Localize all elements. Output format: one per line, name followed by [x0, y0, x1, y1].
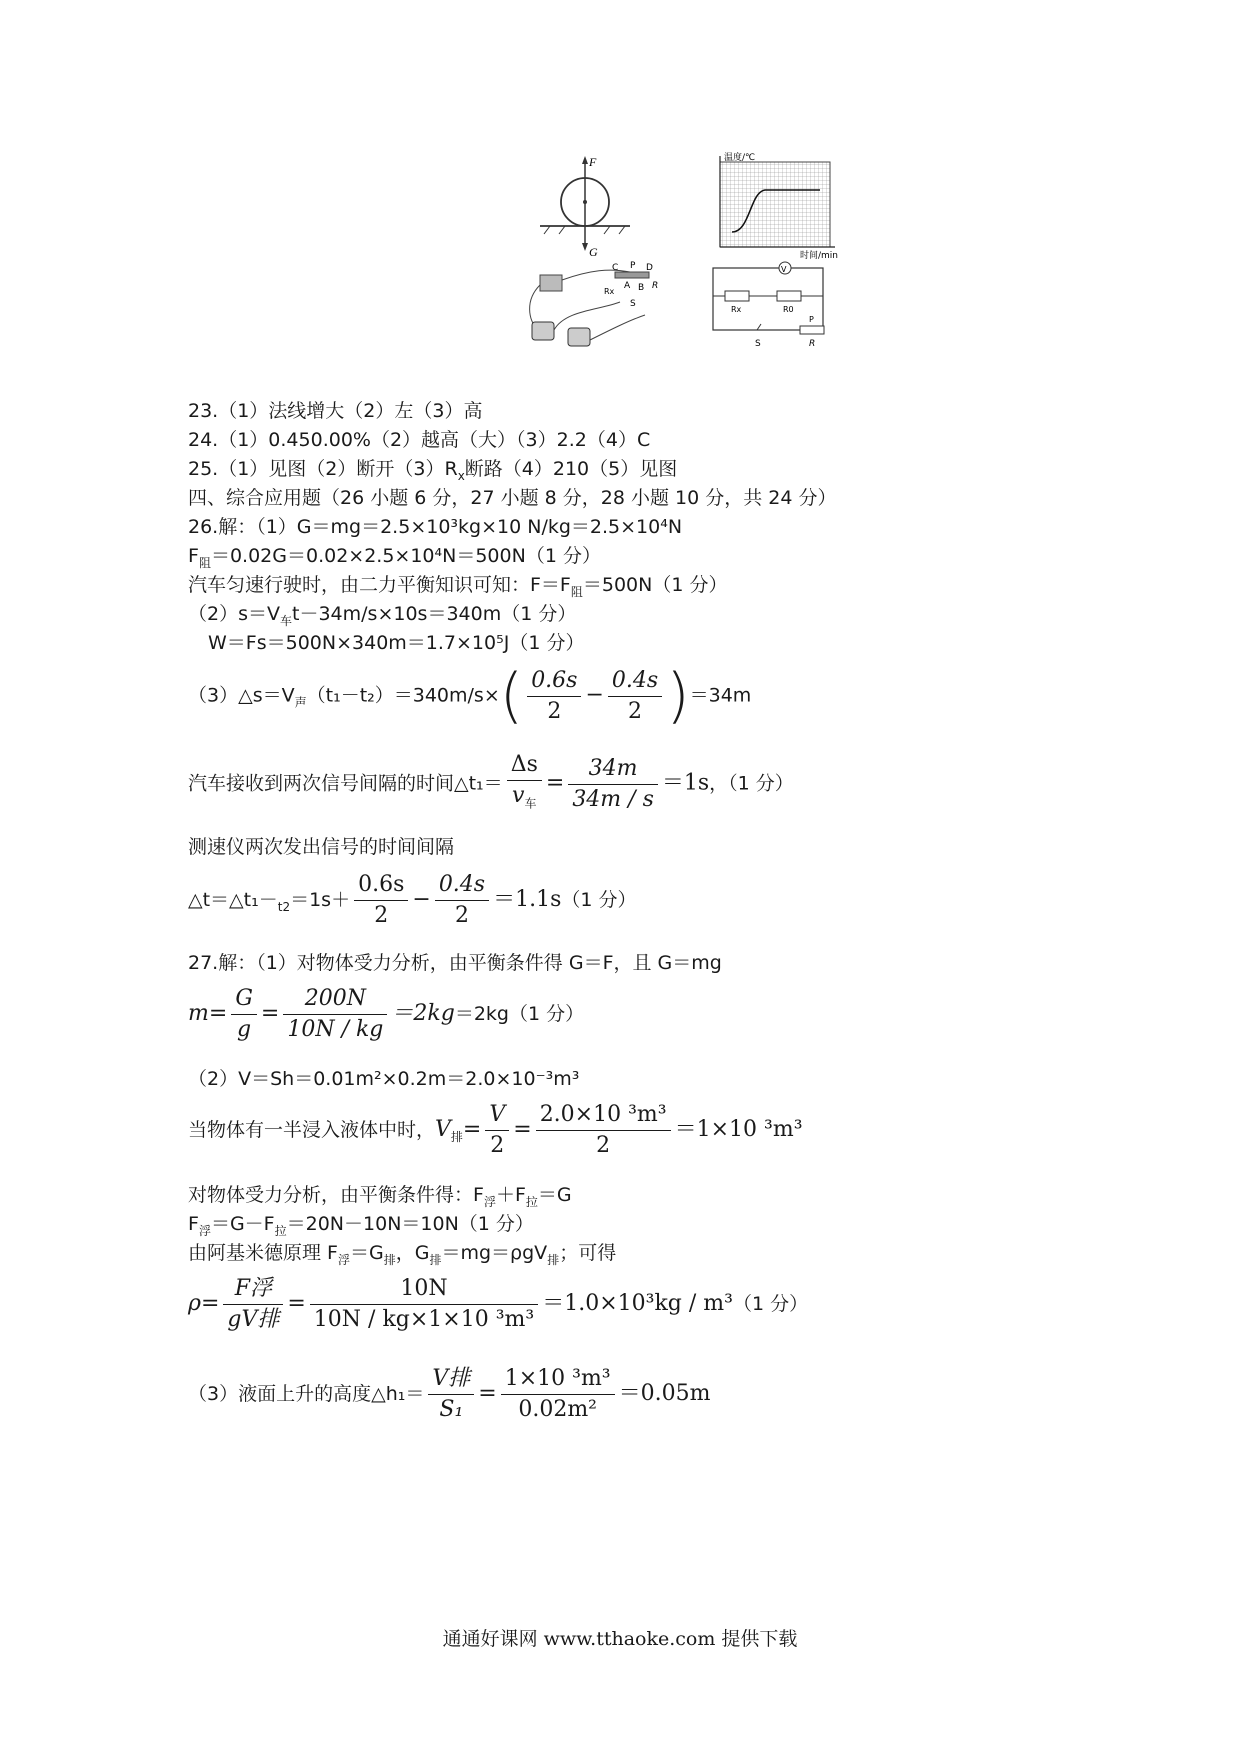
- q27-l4-f2-den: 2: [596, 1133, 611, 1158]
- temperature-graph: [710, 152, 860, 262]
- minus-sign-2: −: [412, 887, 431, 912]
- q26-l6-f2-num: 0.4s: [608, 668, 662, 697]
- q26-l2sub: 阻: [198, 555, 211, 570]
- q27-l6s1: 浮: [198, 1223, 211, 1238]
- q26-l6-fraction-1: [527, 668, 581, 725]
- q27-l9-f2-den: 0.02m²: [518, 1397, 597, 1422]
- q26-l9sub: t2: [277, 899, 291, 914]
- q27-l4a: 当物体有一半浸入液体中时，: [188, 1119, 436, 1141]
- q26-l6-f1-num: 0.6s: [527, 668, 581, 697]
- svg-text:时间/min: 时间/min: [800, 251, 839, 261]
- q26-l7-f1-num: Δs: [507, 752, 542, 781]
- q26-l2b: ＝0.02G＝0.02×2.5×10⁴N＝500N（1 分）: [210, 545, 601, 567]
- q26-line-5: W＝Fs＝500N×340m＝1.7×10⁵J（1 分）: [208, 632, 585, 654]
- q27-l7s2: 排: [383, 1252, 396, 1267]
- q27-l7e: ；可得: [559, 1242, 617, 1264]
- q27-l6b: ＝G－F: [210, 1213, 275, 1235]
- left-paren: (: [499, 661, 524, 731]
- answer-23: 23.（1）法线增大（2）左（3）高: [188, 400, 483, 422]
- q26-l3b: ＝500N（1 分）: [582, 574, 728, 596]
- svg-text:F: F: [589, 155, 597, 169]
- q26-l7-fraction-1: [507, 752, 542, 816]
- q27-l7s3: 排: [429, 1252, 442, 1267]
- q26-l7-f2-den: 34m / s: [572, 786, 654, 812]
- q27-l2-m: m: [188, 1001, 209, 1026]
- q27-l8-f1-den: gV排: [227, 1307, 280, 1332]
- equals-sign-3: =: [260, 1001, 280, 1026]
- q27-l8-rho: ρ: [188, 1291, 201, 1316]
- page-footer: 通通好课网 www.tthaoke.com 提供下载: [442, 1628, 798, 1650]
- svg-text:P: P: [809, 315, 814, 324]
- q27-l9-f1-num: V排: [428, 1366, 474, 1395]
- q26-l9-f1-den: 2: [374, 903, 389, 928]
- q27-line-4: [188, 1102, 803, 1159]
- q26-l7-f1-den: [507, 781, 542, 816]
- q27-l2-fraction-1: [231, 986, 257, 1043]
- q27-l5b: ＋F: [495, 1184, 526, 1206]
- q27-l4-f2-num: 2.0×10 ³m³: [536, 1102, 671, 1131]
- svg-text:R: R: [809, 339, 816, 349]
- equals-sign-4: =: [462, 1117, 482, 1142]
- q27-l4-f1-den: 2: [490, 1133, 505, 1158]
- q27-line-8: [188, 1276, 808, 1333]
- q27-l7d: ＝mg＝ρgV: [441, 1242, 548, 1264]
- q26-l9-f2-den: 2: [454, 903, 469, 928]
- q27-l8-tail: （1 分）: [732, 1293, 809, 1315]
- q26-l7b: ＝1s: [661, 770, 710, 796]
- q27-l2-f1-den: g: [237, 1017, 252, 1042]
- q27-line-9: [188, 1366, 710, 1423]
- q26-l9-fraction-2: [435, 872, 489, 929]
- q27-l5s2: 拉: [525, 1194, 538, 1209]
- answer-25-subscript: x: [457, 468, 465, 483]
- q27-l2-f1-num: G: [231, 986, 257, 1015]
- q27-l9a: （3）液面上升的高度△h₁＝: [188, 1383, 425, 1405]
- answer-25: [188, 456, 677, 489]
- q26-l9b: ＝1s＋: [290, 889, 351, 911]
- q26-line-8: 测速仪两次发出信号的时间间隔: [188, 836, 455, 858]
- q27-line-3: （2）V＝Sh＝0.01m²×0.2m＝2.0×10⁻³m³: [188, 1068, 580, 1090]
- q27-l8-fraction-2: [310, 1276, 538, 1333]
- q27-l9-f2-num: 1×10 ³m³: [501, 1366, 615, 1395]
- right-paren: ): [666, 661, 690, 731]
- q26-l2a: F: [188, 545, 199, 567]
- q27-l9-f1-den: S₁: [439, 1397, 464, 1422]
- q26-line-3: [188, 572, 727, 605]
- q27-l2-f2-num: 200N: [283, 986, 387, 1015]
- q27-l6a: F: [188, 1213, 199, 1235]
- q26-l6-fraction-2: [608, 668, 662, 725]
- svg-text:温度/℃: 温度/℃: [724, 153, 756, 163]
- q26-line-1: 26.解：（1）G＝mg＝2.5×10³kg×10 N/kg＝2.5×10⁴N: [188, 516, 683, 538]
- q27-l7b: ＝G: [349, 1242, 384, 1264]
- q27-l9-fraction-1: [428, 1366, 474, 1423]
- q26-l7-f1-den-v: v: [512, 783, 525, 808]
- svg-text:S: S: [755, 339, 761, 349]
- q26-l7-fraction-2: [568, 756, 658, 813]
- q27-l8-f2-den: 10N / kg×1×10 ³m³: [313, 1307, 535, 1332]
- force-diagram: [520, 152, 640, 262]
- q26-line-9: [188, 872, 637, 929]
- q27-line-1: 27.解：（1）对物体受力分析，由平衡条件得 G＝F，且 G＝mg: [188, 952, 722, 974]
- q27-l5a: 对物体受力分析，由平衡条件得：F: [188, 1184, 484, 1206]
- svg-text:Rx: Rx: [604, 287, 615, 296]
- q26-l4b: t－34m/s×10s＝340m（1 分）: [292, 603, 577, 625]
- q27-l9-res: ＝0.05m: [618, 1381, 711, 1406]
- q27-l8-fraction-1: [223, 1276, 283, 1333]
- svg-text:G: G: [589, 245, 598, 259]
- q26-l6-f2-den: 2: [628, 698, 643, 724]
- q26-line-6: [188, 661, 752, 731]
- q27-l7c: ，G: [395, 1242, 430, 1264]
- q27-line-5: [188, 1182, 572, 1215]
- svg-text:R0: R0: [783, 305, 794, 314]
- q27-l8-f1-num: F浮: [223, 1276, 283, 1305]
- q27-l4-f1-num: V: [485, 1102, 509, 1131]
- equals-sign-7: =: [287, 1291, 306, 1316]
- q26-line-4: [188, 601, 576, 634]
- svg-text:Rx: Rx: [731, 305, 742, 314]
- q27-l2-fraction-2: [283, 986, 387, 1043]
- q26-l9-f1-num: 0.6s: [354, 872, 408, 901]
- q27-l2-tail: ＝2kg（1 分）: [454, 1003, 585, 1025]
- circuit-diagram: [705, 260, 860, 350]
- q27-l8-res: ＝1.0×10³kg / m³: [542, 1291, 733, 1316]
- q26-l4a: （2）s＝V: [188, 603, 280, 625]
- q27-line-7: [188, 1240, 616, 1273]
- q27-line-2: [188, 986, 584, 1043]
- answer-24: 24.（1）0.450.00%（2）越高（大）（3）2.2（4）C: [188, 429, 651, 451]
- q26-l6b: （t₁－t₂）＝340m/s×: [306, 684, 500, 707]
- section-four-heading: 四、综合应用题（26 小题 6 分，27 小题 8 分，28 小题 10 分，共 24 分）: [188, 487, 837, 509]
- q27-l4-fraction-1: [485, 1102, 509, 1159]
- q26-line-7: [188, 752, 794, 816]
- svg-text:P: P: [630, 261, 636, 271]
- answer-25-part-a: 25.（1）见图（2）断开（3）R: [188, 458, 458, 480]
- equals-sign-8: =: [478, 1381, 497, 1406]
- q26-l3a: 汽车匀速行驶时，由二力平衡知识可知：F＝F: [188, 574, 571, 596]
- svg-text:A: A: [624, 281, 631, 291]
- q27-l7s4: 排: [547, 1252, 560, 1267]
- circuit-photo: [520, 260, 670, 350]
- q26-l4sub: 车: [280, 613, 293, 628]
- q26-l6-f1-den: 2: [547, 698, 562, 724]
- answer-25-part-b: 断路（4）210（5）见图: [464, 458, 678, 480]
- q27-l4-fraction-2: [536, 1102, 671, 1159]
- q26-l9d: （1 分）: [561, 889, 637, 911]
- q27-l6s2: 拉: [274, 1223, 287, 1238]
- equals-sign-6: =: [200, 1291, 220, 1316]
- figures-area: [520, 152, 860, 382]
- q26-l7-f1-den-sub: 车: [524, 796, 537, 811]
- q26-l9-f2-num: 0.4s: [435, 872, 489, 901]
- svg-text:S: S: [630, 299, 636, 309]
- minus-sign: −: [585, 682, 604, 708]
- svg-text:C: C: [612, 263, 619, 273]
- svg-text:R: R: [652, 281, 659, 291]
- q26-l9-fraction-1: [354, 872, 408, 929]
- q27-l9-fraction-2: [501, 1366, 615, 1423]
- q26-l7a: 汽车接收到两次信号间隔的时间△t₁＝: [188, 772, 503, 795]
- svg-text:V: V: [781, 265, 787, 274]
- q27-l7a: 由阿基米德原理 F: [188, 1242, 338, 1264]
- q26-l9c: ＝1.1s: [493, 887, 562, 912]
- q27-l4-V: V: [435, 1117, 451, 1142]
- q26-l7c: ，（1 分）: [709, 772, 794, 795]
- q26-l3sub: 阻: [570, 584, 583, 599]
- q27-l4-Vsub: 排: [450, 1129, 463, 1144]
- q26-l6a: （3）△s＝V: [188, 684, 295, 707]
- q27-l2-res: ＝2kg: [391, 1001, 455, 1026]
- q26-line-2: [188, 543, 601, 576]
- q27-l2-f2-den: 10N / kg: [287, 1017, 384, 1042]
- equals-sign-5: =: [513, 1117, 532, 1142]
- q26-l7-f2-num: 34m: [568, 756, 658, 785]
- q26-l9a: △t＝△t₁－: [188, 889, 278, 911]
- q27-l5c: ＝G: [537, 1184, 572, 1206]
- equals-sign-2: =: [208, 1001, 228, 1026]
- q27-line-6: [188, 1211, 534, 1244]
- q27-l4-res: ＝1×10 ³m³: [674, 1117, 803, 1142]
- q26-l6sub: 声: [294, 695, 307, 710]
- svg-text:B: B: [638, 283, 645, 293]
- q27-l8-f2-num: 10N: [310, 1276, 538, 1305]
- svg-text:D: D: [646, 263, 653, 273]
- q27-l5s1: 浮: [483, 1194, 496, 1209]
- equals-sign: =: [545, 770, 565, 796]
- q26-l6c: ＝34m: [689, 684, 752, 707]
- q27-l7s1: 浮: [337, 1252, 350, 1267]
- q27-l6c: ＝20N－10N＝10N（1 分）: [286, 1213, 534, 1235]
